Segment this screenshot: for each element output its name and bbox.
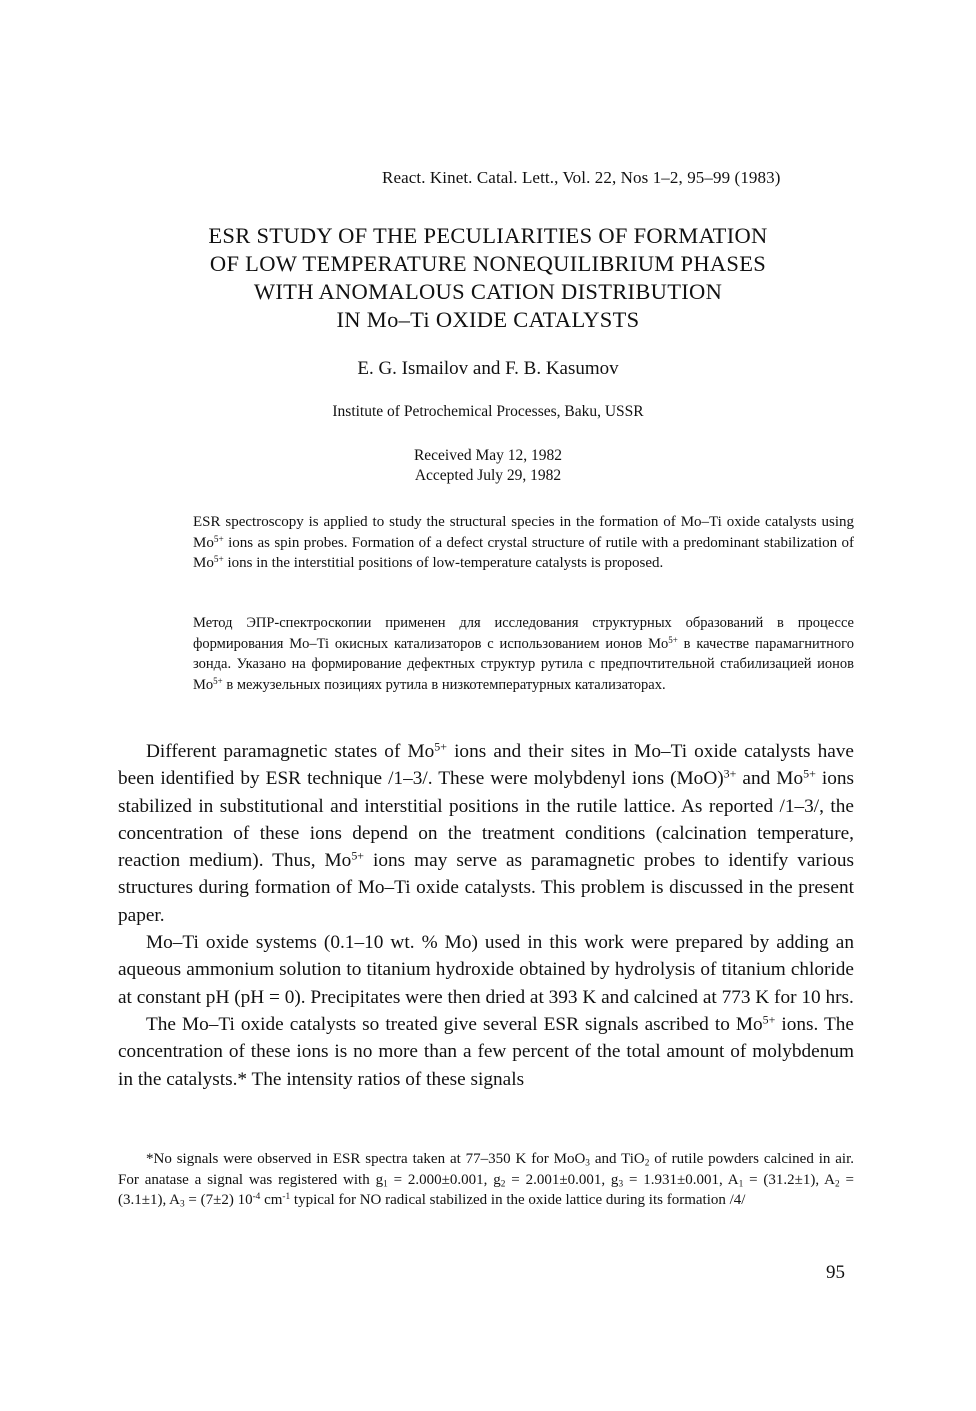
paragraph-2: Mo–Ti oxide systems (0.1–10 wt. % Mo) used in this work were prepared by adding an aqueous ammonium solution to titanium hydroxide obtained by hydrolysis of titanium chloride at constant pH (pH = 0). Precipitates were then dried at 393 K and calcined at 773 K for 10 hrs.	[118, 932, 854, 1008]
paragraph-text: Different paramagnetic states of Mo	[146, 741, 435, 762]
abstract-english	[193, 512, 854, 574]
footnote-segment: *No signals were observed in ESR spectra taken at 77–350 K for MoO	[146, 1151, 586, 1167]
authors: E. G. Ismailov and F. B. Kasumov	[357, 358, 619, 379]
received-date: Received May 12, 1982	[413, 447, 563, 464]
superscript: -4	[252, 1191, 261, 1202]
superscript: 5+	[762, 1012, 776, 1027]
abstract-ru-text: Метод ЭПР-спектроскопии применен для исследования структурных образований в процессе формирования Mo–Ti окисных катализаторов с использованием ионов Mo	[193, 615, 854, 652]
footnote	[118, 1149, 854, 1211]
footnote-text	[118, 1149, 854, 1211]
footnote-segment: and TiO	[589, 1151, 645, 1167]
superscript: 5+	[668, 634, 678, 645]
superscript: 3+	[723, 766, 737, 781]
superscript: 5+	[434, 739, 447, 754]
superscript: 5+	[213, 554, 224, 565]
paragraph-1	[118, 738, 854, 929]
journal-citation: React. Kinet. Catal. Lett., Vol. 22, Nos 1–2, 95–99 (1983)	[382, 168, 781, 187]
subscript: 3	[179, 1199, 185, 1210]
page-number: 95	[826, 1262, 845, 1283]
affiliation: Institute of Petrochemical Processes, Baku, USSR	[332, 403, 644, 420]
abstract-russian	[193, 613, 854, 695]
subscript: 2	[644, 1158, 650, 1169]
title-line-2: OF LOW TEMPERATURE NONEQUILIBRIUM PHASES	[209, 251, 767, 276]
footnote-segment: = (3.1±1), A	[118, 1171, 855, 1208]
paragraph-text: and Mo	[736, 768, 804, 790]
paragraph-text: ions. The concentration of these ions is no more than a few percent of the total amount of molybdenum in the catalysts.* The intensity ratios of these signals	[118, 1013, 854, 1090]
superscript: 5+	[803, 766, 816, 781]
subscript: 1	[383, 1178, 388, 1189]
paragraph-3	[118, 1011, 854, 1093]
subscript: 2	[500, 1178, 506, 1189]
title-line-1: ESR STUDY OF THE PECULIARITIES OF FORMATION	[208, 223, 768, 248]
footnote-segment: = (31.2±1), A	[743, 1171, 836, 1188]
paragraph-text: ions stabilized in substitutional and interstitial positions in the rutile lattice. As reported /1–3/, the concentration of these ions depend on the treatment conditions (calcination temperature, reaction medium). Thus, Mo	[118, 768, 854, 872]
footnote-segment: = (7±2) 10	[184, 1192, 253, 1208]
paragraph-text: ions and their sites in Mo–Ti oxide catalysts have been identified by ESR technique /1–3/. These were molybdenyl ions (MoO)	[118, 741, 854, 790]
abstract-en-text: ions in the interstitial positions of low-temperature catalysts is proposed.	[223, 555, 664, 571]
title-line-4: IN Mo–Ti OXIDE CATALYSTS	[336, 307, 640, 332]
footnote-segment: = 2.001±0.001, g	[505, 1171, 619, 1188]
paragraph-text: ions may serve as paramagnetic probes to identify various structures during formation of Mo–Ti oxide catalysts. This problem is discussed in the present paper.	[118, 850, 854, 926]
title-line-3: WITH ANOMALOUS CATION DISTRIBUTION	[253, 279, 723, 304]
abstract-en-text: ions as spin probes. Formation of a defect crystal structure of rutile with a predominant stabilization of Mo	[193, 534, 854, 571]
abstract-ru-text: в качестве парамагнитного зонда. Указано на формирование дефектных структур рутила с предпочтительной стабилизацией ионов Mo	[193, 635, 854, 693]
superscript: 5+	[213, 534, 224, 545]
superscript: -1	[282, 1191, 291, 1202]
abstract-en-text: ESR spectroscopy is applied to study the structural species in the formation of Mo–Ti oxide catalysts using Mo	[193, 514, 854, 551]
dates	[0, 446, 976, 486]
superscript: 5+	[213, 675, 223, 686]
footnote-segment: cm	[260, 1192, 283, 1208]
footnote-segment: of rutile powders calcined in air. For anatase a signal was registered with g	[118, 1151, 854, 1188]
accepted-date: Accepted July 29, 1982	[414, 467, 562, 484]
footnote-segment: = 1.931±0.001, A	[623, 1171, 739, 1188]
subscript: 2	[835, 1178, 840, 1189]
footnote-segment: typical for NO radical stabilized in the oxide lattice during its formation /4/	[290, 1192, 746, 1208]
abstract-ru-text: в межузельных позициях рутила в низкотемпературных катализаторах.	[222, 676, 666, 693]
subscript: 3	[618, 1178, 624, 1189]
article-title	[160, 222, 816, 334]
body-text	[118, 738, 854, 1093]
footnote-segment: = 2.000±0.001, g	[387, 1171, 501, 1188]
superscript: 5+	[351, 848, 365, 863]
paragraph-text: The Mo–Ti oxide catalysts so treated give several ESR signals ascribed to Mo	[146, 1013, 763, 1035]
subscript: 3	[585, 1158, 590, 1169]
subscript: 1	[738, 1178, 744, 1189]
